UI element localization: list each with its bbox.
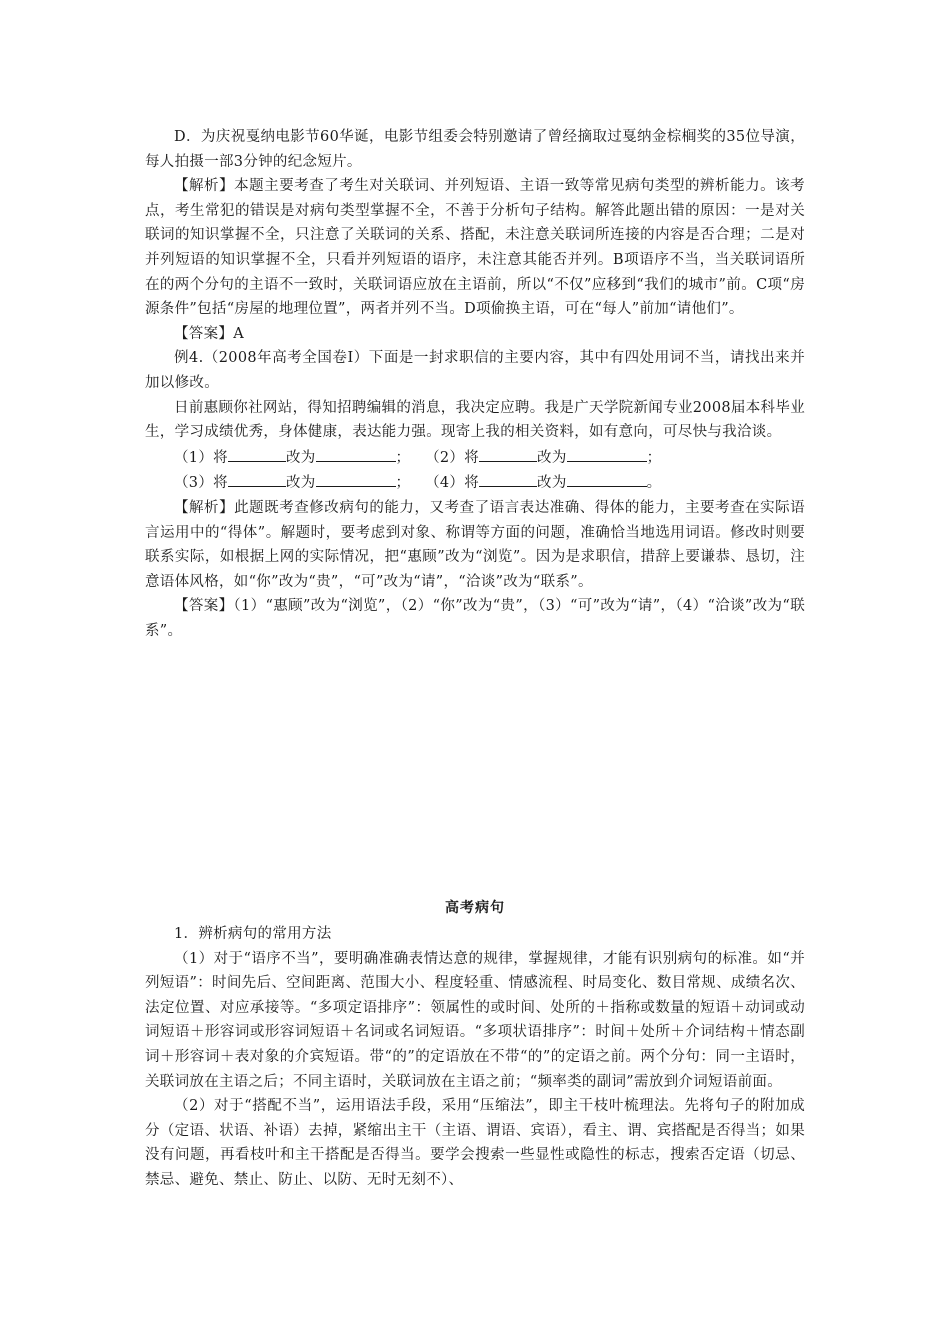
analysis-paragraph: 【解析】本题主要考查了考生对关联词、并列短语、主语一致等常见病句类型的辨析能力。该考点，考生常犯的错误是对病句类型掌握不全，不善于分析句子结构。解答此题出错的原因：一是对关联词的知识掌握不全，只注意了关联词的关系、搭配，未注意关联词所连接的内容是否合理；二是对并列短语的知识掌握不全，只看并列短语的语序，未注意其能否并列。B项语序不当，当关联词语所在的两个分句的主语不一致时，关联词语应放在主语前，所以“不仅”应移到“我们的城市”前。C项“房源条件”包括“房屋的地理位置”，两者并列不当。D项偷换主语，可在“每人”前加“请他们”。 — [145, 178, 805, 318]
blank-line — [567, 470, 647, 487]
section-title: 高考病句 — [445, 900, 505, 916]
fill-label: （1）将 — [174, 449, 228, 466]
cover-letter-text: 日前惠顾你社网站，得知招聘编辑的消息，我决定应聘。我是广天学院新闻专业2008届本科毕业生，学习成绩优秀，身体健康，表达能力强。现寄上我的相关资料，如有意向，可尽快与我洽谈。 — [145, 399, 805, 441]
fill-label: （2）将 — [425, 449, 480, 466]
example-section — [145, 125, 805, 643]
fill-label: ； — [395, 449, 411, 466]
fill-label: ； — [395, 475, 411, 492]
blank-line — [479, 470, 537, 487]
fill-label: 改为 — [285, 475, 316, 492]
fill-label: （3）将 — [174, 475, 228, 492]
blank-line — [228, 470, 286, 487]
fill-blank-row — [145, 470, 805, 496]
blank-line — [479, 445, 537, 462]
fill-label: 改为 — [285, 449, 316, 466]
blank-line — [567, 445, 647, 462]
word-order-paragraph: （1）对于“语序不当”，要明确准确表情达意的规律，掌握规律，才能有识别病句的标准。如“并列短语”：时间先后、空间距离、范围大小、程度轻重、情感流程、时局变化、数目常规、成绩名次、法定位置、对应承接等。“多项定语排序”：领属性的或时间、处所的＋指称或数量的短语＋动词或动词短语＋形容词或形容词短语＋名词或名词短语。“多项状语排序”：时间＋处所＋介词结构＋情态副词＋形容词＋表对象的介宾短语。带“的”的定语放在不带“的”的定语之前。两个分句：同一主语时，关联词放在主语之后；不同主语时，关联词放在主语之前；“频率类的副词”需放到介词短语前面。 — [145, 950, 805, 1090]
blank-line — [316, 445, 396, 462]
fill-label: ； — [646, 449, 662, 466]
collocation-paragraph: （2）对于“搭配不当”，运用语法手段，采用“压缩法”，即主干枝叶梳理法。先将句子的附加成分（定语、状语、补语）去掉，紧缩出主干（主语、谓语、宾语），看主、谓、宾搭配是否得当；如果没有问题，再看枝叶和主干搭配是否得当。要学会搜索一些显性或隐性的标志，搜索否定语（切忌、禁忌、避免、禁止、防止、以防、无时无刻不）、 — [145, 1098, 805, 1188]
method-heading: 1．辨析病句的常用方法 — [174, 926, 332, 942]
answer-paragraph: 【答案】A — [174, 325, 244, 342]
fill-label: 改为 — [537, 475, 567, 492]
option-d-paragraph: D．为庆祝戛纳电影节60华诞，电影节组委会特别邀请了曾经摘取过戛纳金棕榈奖的35位导演，每人拍摄一部3分钟的纪念短片。 — [145, 129, 805, 170]
fill-label: （4）将 — [425, 475, 480, 492]
blank-line — [316, 470, 396, 487]
example-4-question: 例4.（2008年高考全国卷Ⅰ）下面是一封求职信的主要内容，其中有四处用词不当，请找出来并加以修改。 — [145, 350, 805, 391]
method-section — [145, 922, 805, 1193]
answer-paragraph: 【答案】（1）“惠顾”改为“浏览”，（2）“你”改为“贵”，（3）“可”改为“请”，（4）“洽谈”改为“联系”。 — [145, 598, 805, 639]
fill-label: 改为 — [537, 449, 567, 466]
fill-blank-row — [145, 445, 805, 471]
fill-label: 。 — [646, 475, 662, 492]
blank-line — [228, 445, 286, 462]
analysis-paragraph: 【解析】此题既考查修改病句的能力，又考查了语言表达准确、得体的能力，主要考查在实际语言运用中的“得体”。解题时，要考虑到对象、称谓等方面的问题，准确恰当地选用词语。修改时则要联系实际，如根据上网的实际情况，把“惠顾”改为“浏览”。因为是求职信，措辞上要谦恭、恳切，注意语体风格，如“你”改为“贵”，“可”改为“请”，“洽谈”改为“联系”。 — [145, 499, 805, 590]
